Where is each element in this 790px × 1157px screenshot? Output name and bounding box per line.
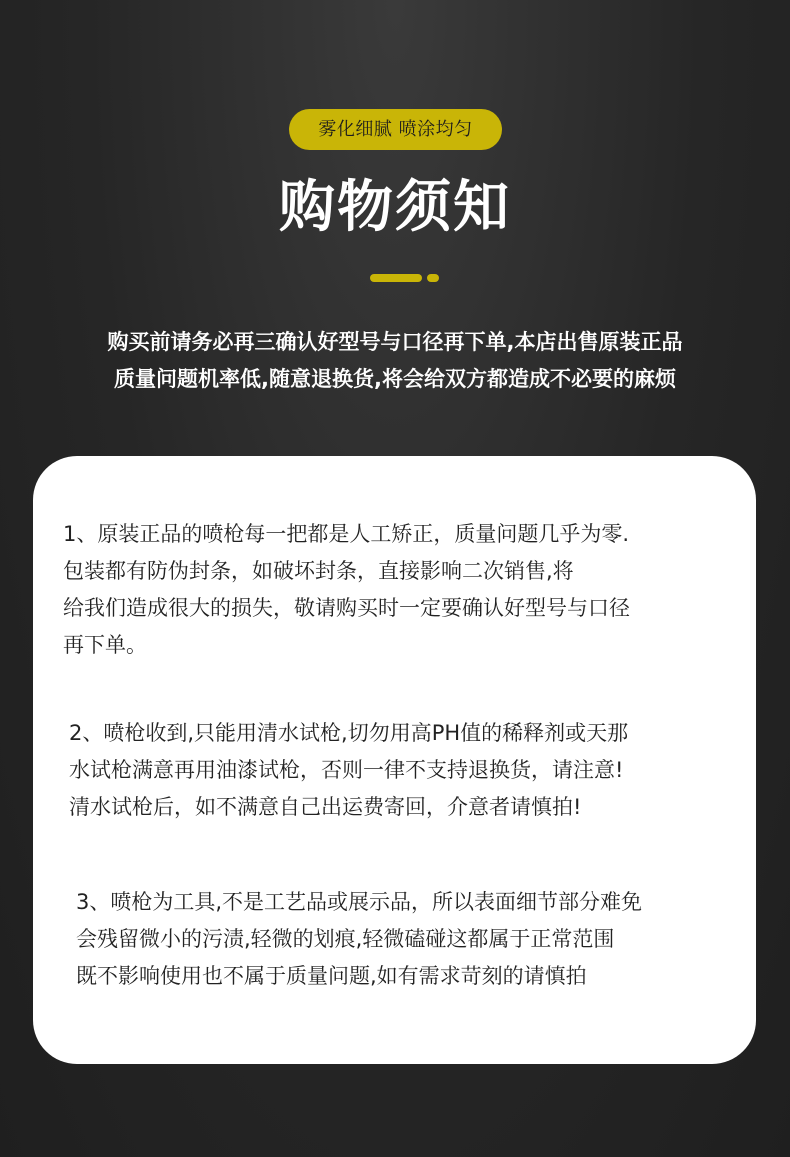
notice-line: 3、喷枪为工具,不是工艺品或展示品，所以表面细节部分难免 <box>76 890 643 914</box>
notice-line: 2、喷枪收到,只能用清水试枪,切勿用高PH值的稀释剂或天那 <box>69 721 629 745</box>
notice-line: 水试枪满意再用油漆试枪，否则一律不支持退换货，请注意! <box>69 758 624 782</box>
notice-item-1 <box>63 516 630 664</box>
notice-line: 会残留微小的污渍,轻微的划痕,轻微磕碰这都属于正常范围 <box>76 927 615 951</box>
notice-line: 1、原装正品的喷枪每一把都是人工矫正，质量问题几乎为零. <box>63 522 630 546</box>
title-divider-long <box>370 274 422 282</box>
notice-item-2 <box>69 715 628 826</box>
intro-line: 质量问题机率低,随意退换货,将会给双方都造成不必要的麻烦 <box>114 367 676 391</box>
notice-line: 既不影响使用也不属于质量问题,如有需求苛刻的请慎拍 <box>76 964 587 988</box>
feature-badge: 雾化细腻 喷涂均匀 <box>289 109 502 150</box>
intro-text <box>0 324 790 398</box>
notice-item-3 <box>76 884 642 995</box>
notice-line: 清水试枪后，如不满意自己出运费寄回，介意者请慎拍! <box>69 795 582 819</box>
notice-line: 给我们造成很大的损失，敬请购买时一定要确认好型号与口径 <box>63 596 630 620</box>
notice-line: 再下单。 <box>63 633 147 657</box>
intro-line: 购买前请务必再三确认好型号与口径再下单,本店出售原装正品 <box>107 330 683 354</box>
notice-card <box>33 456 756 1064</box>
notice-line: 包装都有防伪封条，如破坏封条，直接影响二次销售,将 <box>63 559 574 583</box>
title-divider-dot <box>427 274 439 282</box>
page-title: 购物须知 <box>279 175 511 240</box>
